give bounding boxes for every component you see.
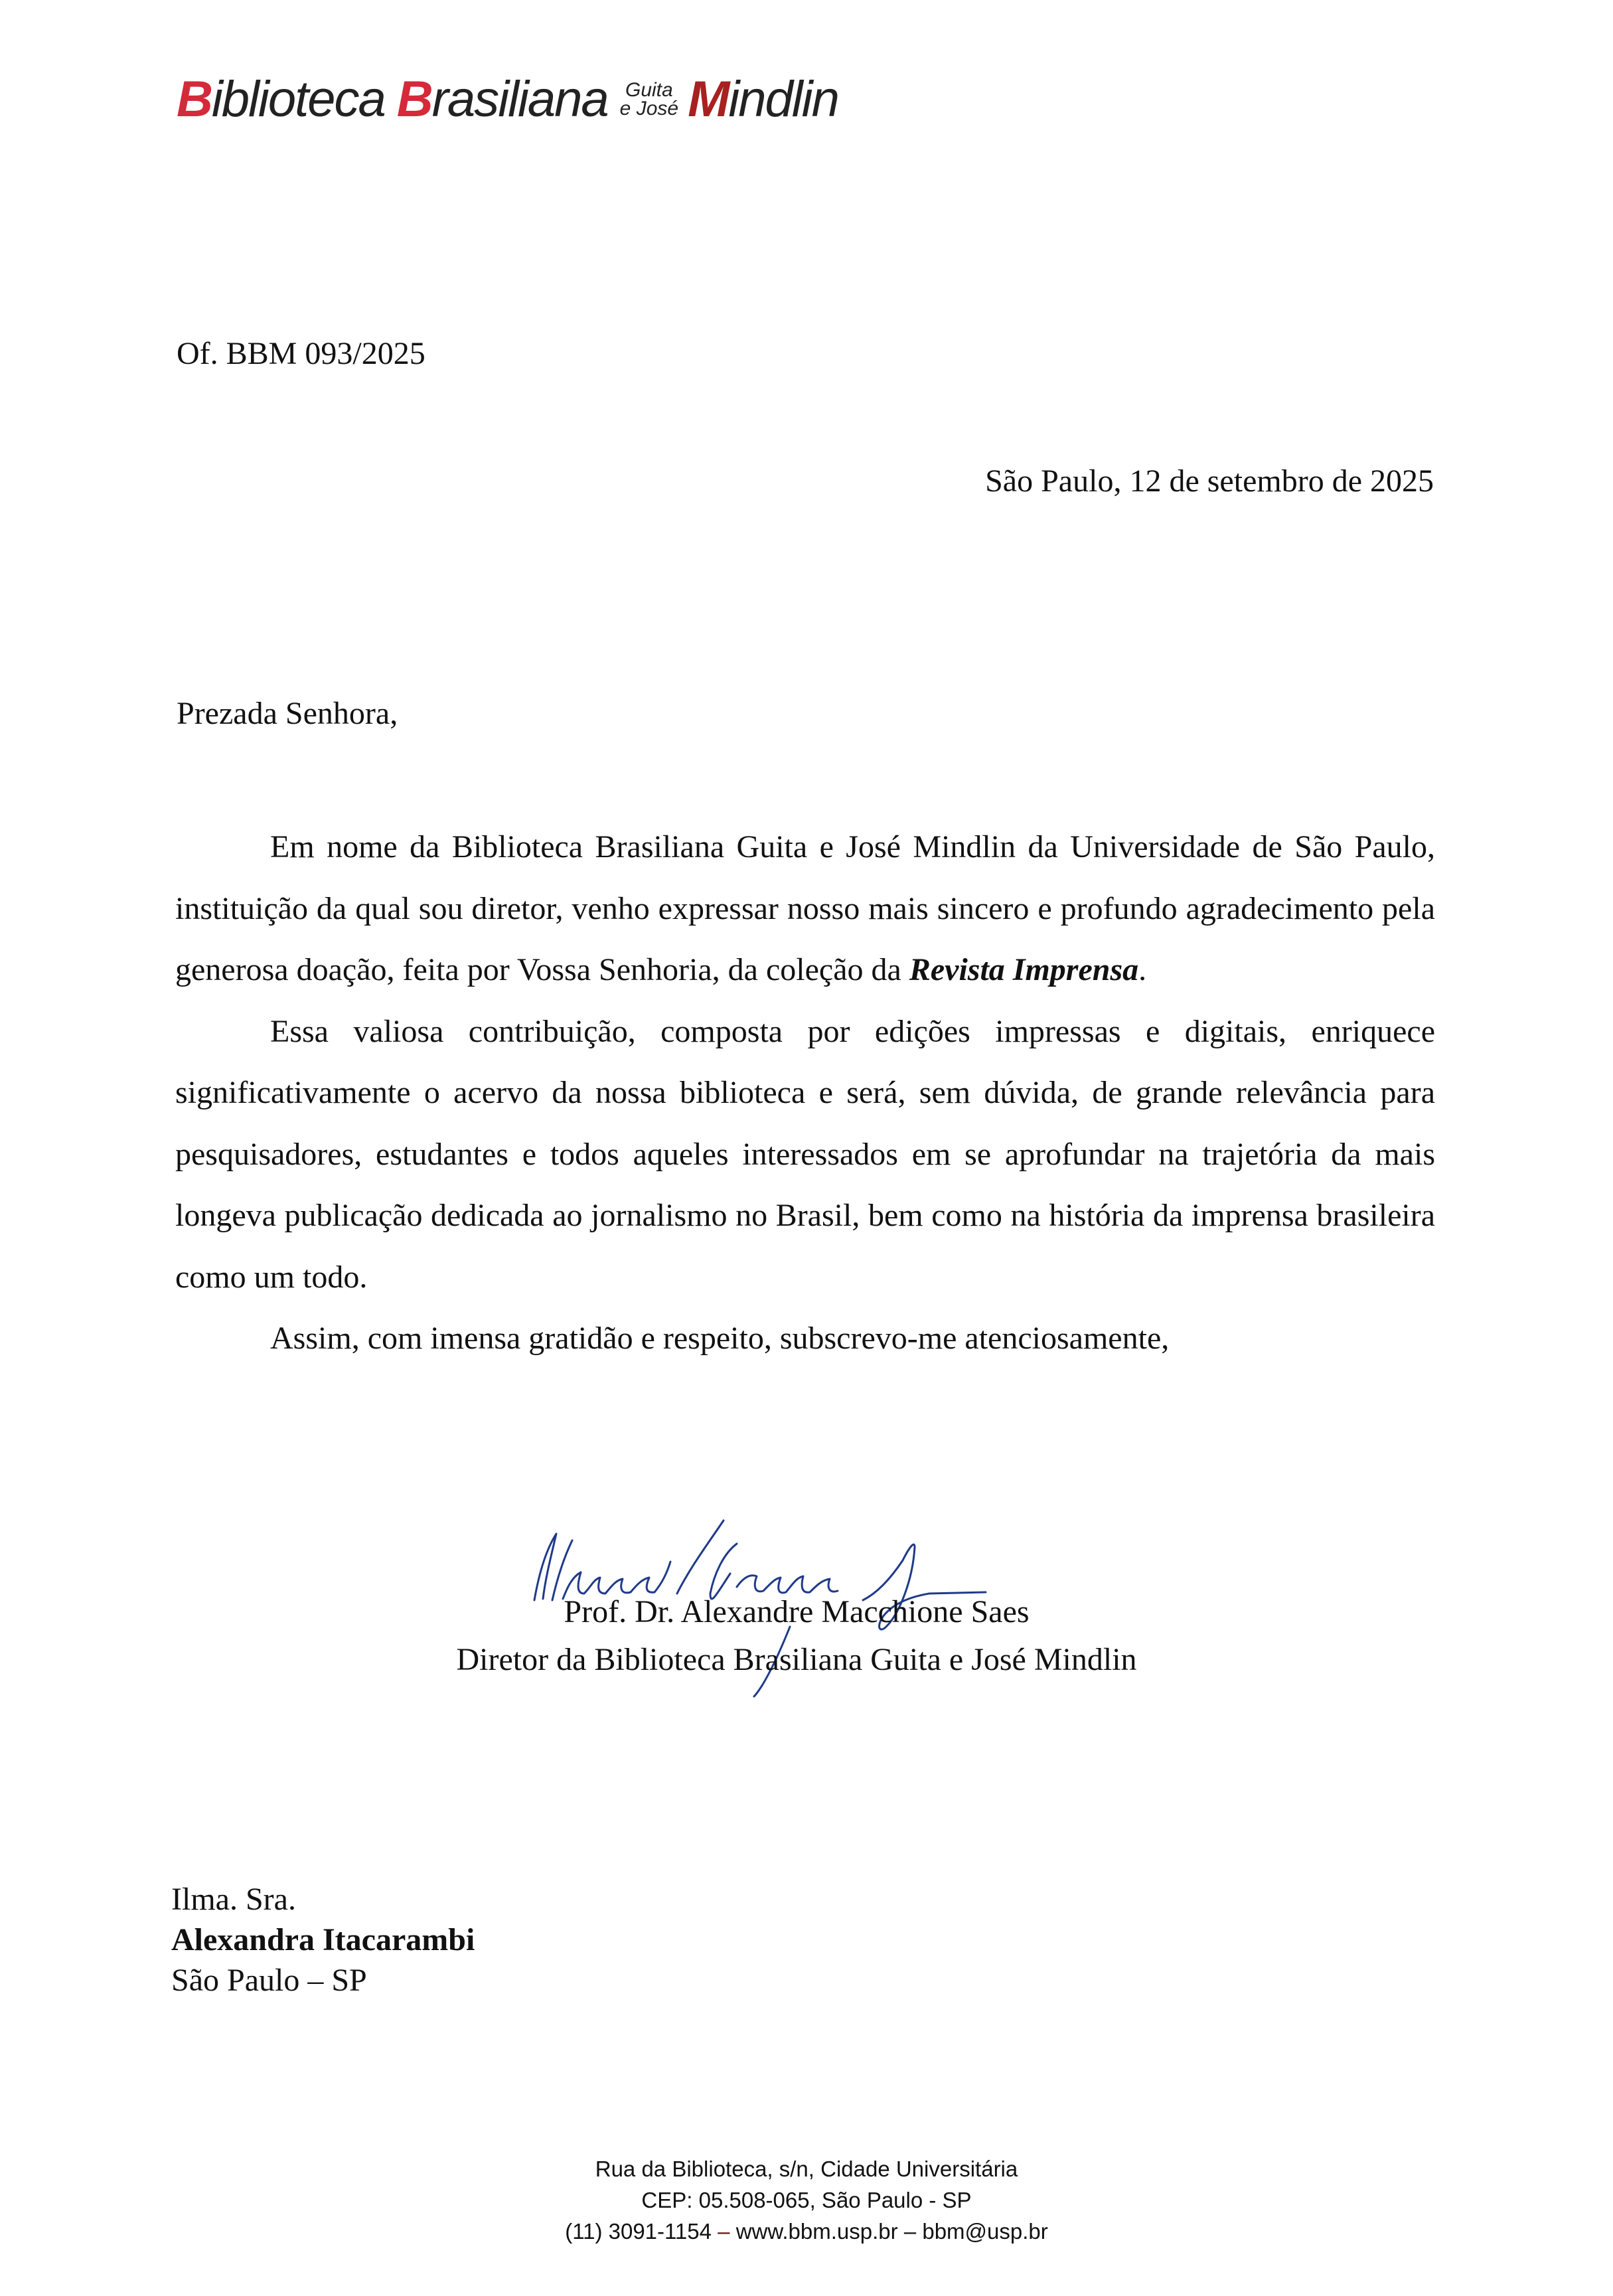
signature-block [398, 1494, 1195, 1706]
recipient-name: Alexandra Itacarambi [171, 1922, 475, 1957]
footer-cep: CEP: 05.508-065, São Paulo - SP [641, 2188, 972, 2212]
signatory-title: Diretor da Biblioteca Brasiliana Guita e José Mindlin [456, 1642, 1137, 1677]
footer-phone: (11) 3091-1154 [565, 2219, 712, 2244]
footer-contact [0, 2216, 1613, 2247]
logo-word-brasiliana: Brasiliana [396, 70, 608, 127]
library-logo [177, 69, 838, 129]
document-reference: Of. BBM 093/2025 [177, 336, 425, 371]
letter-body [175, 817, 1435, 1370]
footer-address: Rua da Biblioteca, s/n, Cidade Universitária [595, 2157, 1018, 2181]
recipient-location: São Paulo – SP [171, 1963, 367, 1998]
paragraph-1: Em nome da Biblioteca Brasiliana Guita e José Mindlin da Universidade de São Paulo, instituição da qual sou diretor, venho expressar nosso mais sincero e profundo agradecimento pela generosa doação, feita por Vossa Senhoria, da coleção da Revista Imprensa. [175, 829, 1435, 987]
footer-website-link[interactable]: www.bbm.usp.br [735, 2219, 898, 2244]
footer-separator: – [903, 2219, 917, 2244]
logo-stacked-names: Guita e José [619, 79, 679, 120]
salutation: Prezada Senhora, [177, 696, 398, 731]
footer-email-link[interactable]: bbm@usp.br [922, 2219, 1048, 2244]
signatory-name: Prof. Dr. Alexandre Macchione Saes [564, 1594, 1030, 1629]
logo-word-biblioteca: Biblioteca [177, 70, 385, 127]
paragraph-2: Essa valiosa contribuição, composta por edições impressas e digitais, enriquece significativamente o acervo da nossa biblioteca e será, sem dúvida, de grande relevância para pesquisadores, estudantes e todos aqueles interessados em se aprofundar na trajetória da mais longeva publicação dedicada ao jornalismo no Brasil, bem como na história da imprensa brasileira como um todo. [175, 1013, 1435, 1295]
logo-word-mindlin: Mindlin [688, 70, 838, 127]
letterhead-footer [0, 2153, 1613, 2247]
recipient-honorific: Ilma. Sra. [171, 1882, 296, 1917]
footer-separator: – [718, 2219, 730, 2244]
date-line: São Paulo, 12 de setembro de 2025 [985, 463, 1434, 499]
publication-title: Revista Imprensa [909, 952, 1139, 987]
paragraph-3: Assim, com imensa gratidão e respeito, subscrevo-me atenciosamente, [270, 1321, 1170, 1356]
recipient-block [171, 1879, 475, 2001]
